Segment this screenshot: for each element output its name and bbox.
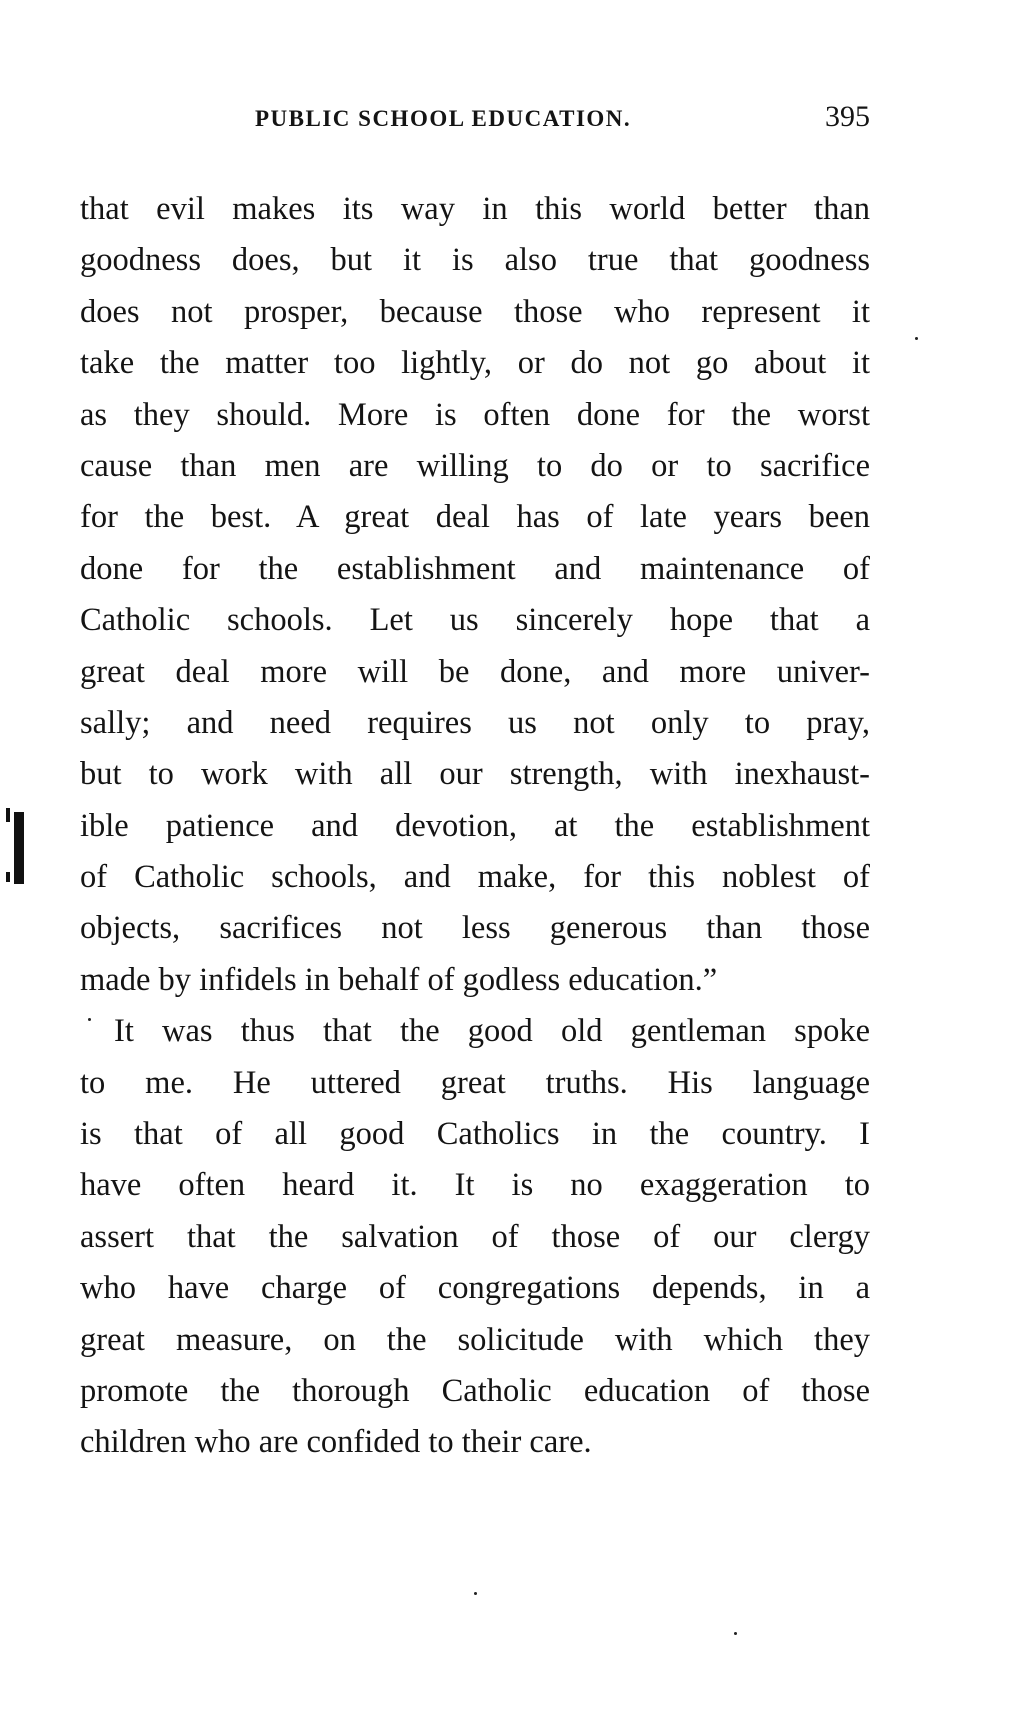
text-line: is that of all good Catholics in the country. I (80, 1116, 870, 1153)
text-line: that evil makes its way in this world better than (80, 191, 870, 227)
binding-mark (6, 872, 10, 882)
text-line: as they should. More is often done for the worst (80, 396, 870, 433)
text-line: goodness does, but it is also true that goodness (80, 242, 870, 279)
text-line: sally; and need requires us not only to pray, (80, 704, 870, 741)
binding-mark (14, 812, 24, 884)
text-line: assert that the salvation of those of our clergy (80, 1218, 870, 1255)
text-line: cause than men are willing to do or to sacrifice (80, 447, 870, 484)
text-line: It was thus that the good old gentleman spoke (114, 1013, 870, 1050)
paper-speck (88, 1018, 91, 1021)
paper-speck (734, 1632, 737, 1635)
text-line: have often heard it. It is no exaggeration to (80, 1167, 870, 1204)
text-line: great deal more will be done, and more univer- (80, 653, 870, 690)
paper-speck (474, 1592, 477, 1595)
text-line: Catholic schools. Let us sincerely hope that a (80, 602, 870, 639)
text-line: to me. He uttered great truths. His language (80, 1064, 870, 1101)
text-line: who have charge of congregations depends, in a (80, 1270, 870, 1307)
text-line: done for the establishment and maintenance of (80, 550, 870, 587)
text-line: great measure, on the solicitude with which they (80, 1321, 870, 1358)
body-text (80, 184, 870, 1469)
text-line: objects, sacrifices not less generous than those (80, 910, 870, 947)
paper-speck (915, 337, 918, 340)
text-line: ible patience and devotion, at the establishment (80, 807, 870, 844)
text-line: made by infidels in behalf of godless education.” (80, 961, 718, 998)
text-line: for the best. A great deal has of late years been (80, 499, 870, 536)
text-line: but to work with all our strength, with inexhaust- (80, 756, 870, 793)
text-line: of Catholic schools, and make, for this noblest of (80, 859, 870, 896)
text-line: children who are confided to their care. (80, 1424, 592, 1461)
text-line: does not prosper, because those who represent it (80, 293, 870, 330)
page-number: 395 (825, 100, 870, 133)
binding-mark (6, 808, 10, 822)
running-title: PUBLIC SCHOOL EDUCATION. (255, 106, 632, 131)
text-line: take the matter too lightly, or do not go about it (80, 345, 870, 382)
text-line: promote the thorough Catholic education of those (80, 1372, 870, 1409)
running-head (80, 100, 870, 136)
